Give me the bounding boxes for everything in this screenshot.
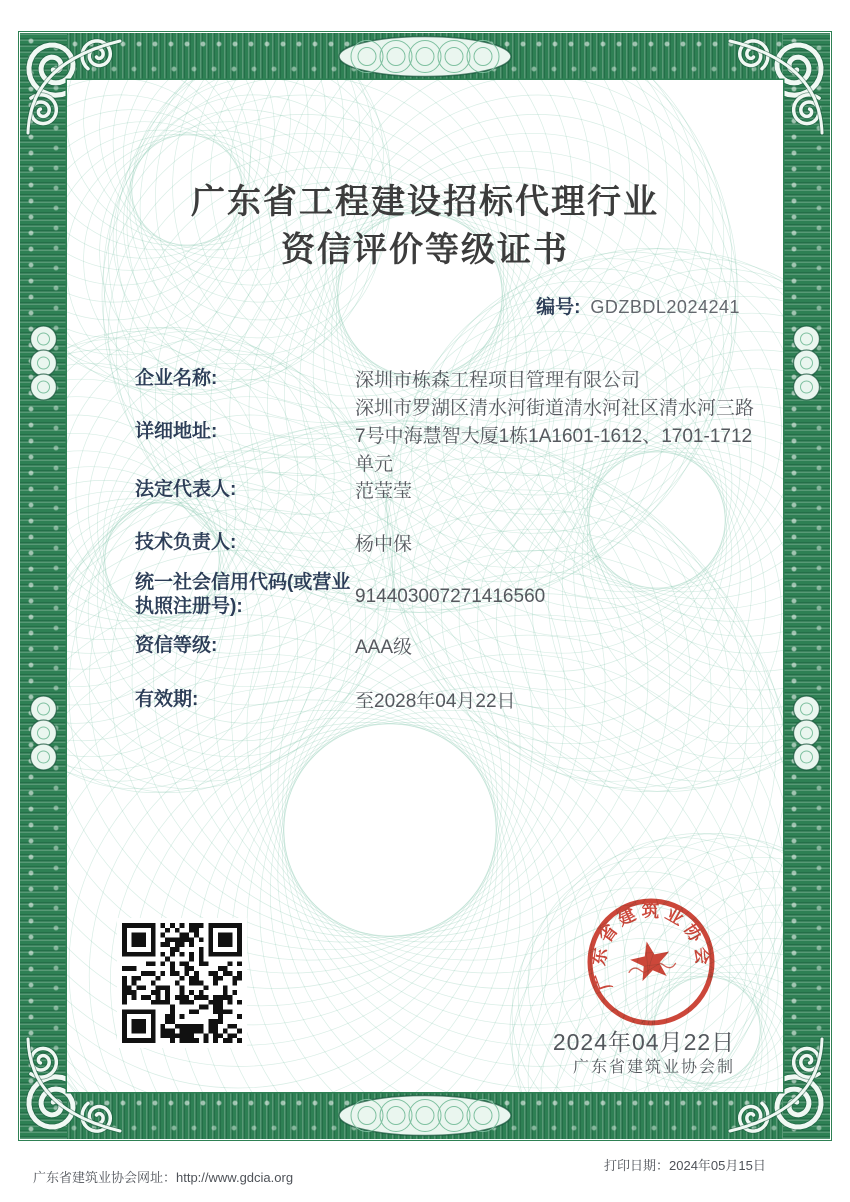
issuer-text: 广东省建筑业协会制 (572, 1059, 735, 1076)
field-label: 企业名称: (135, 368, 218, 389)
field-value: 至2028年04月22日 (355, 691, 516, 712)
field-value: 范莹莹 (355, 481, 413, 502)
issue-date: 2024年04月22日 (552, 1029, 736, 1055)
field-label: 详细地址: (135, 421, 218, 442)
field-value: 914403007271416560 (355, 586, 546, 607)
serial-row (536, 292, 740, 319)
certificate-content (67, 80, 783, 1092)
field-label: 法定代表人: (135, 479, 237, 500)
field-label: 资信等级: (135, 635, 218, 656)
field-value: 深圳市栋森工程项目管理有限公司 (355, 370, 641, 391)
field-value: 深圳市罗湖区清水河街道清水河社区清水河三路7号中海慧智大厦1栋1A1601-1612、1701-1712单元 (355, 398, 755, 475)
association-website: 广东省建筑业协会网址：http://www.gdcia.org (33, 1170, 294, 1185)
title-line-2: 资信评价等级证书 (281, 231, 569, 269)
svg-text:广东省建筑业协会 (581, 892, 716, 993)
field-label: 统一社会信用代码(或营业执照注册号): (135, 572, 351, 617)
association-seal (581, 892, 721, 1032)
title-line-1: 广东省工程建设招标代理行业 (191, 183, 659, 221)
qr-code (117, 918, 247, 1048)
field-value: 杨中保 (355, 534, 413, 555)
print-date: 打印日期：2024年05月15日 (604, 1158, 766, 1173)
field-value: AAA级 (355, 637, 413, 658)
serial-label: 编号: (536, 297, 581, 318)
field-label: 有效期: (135, 689, 199, 710)
seal-circular-text: 广东省建筑业协会 (588, 900, 714, 993)
serial-value: GDZBDL2024241 (590, 297, 740, 317)
field-label: 技术负责人: (135, 532, 237, 553)
red-star-icon (627, 937, 674, 982)
certificate-title (67, 178, 783, 274)
qr-code-icon (122, 923, 242, 1043)
